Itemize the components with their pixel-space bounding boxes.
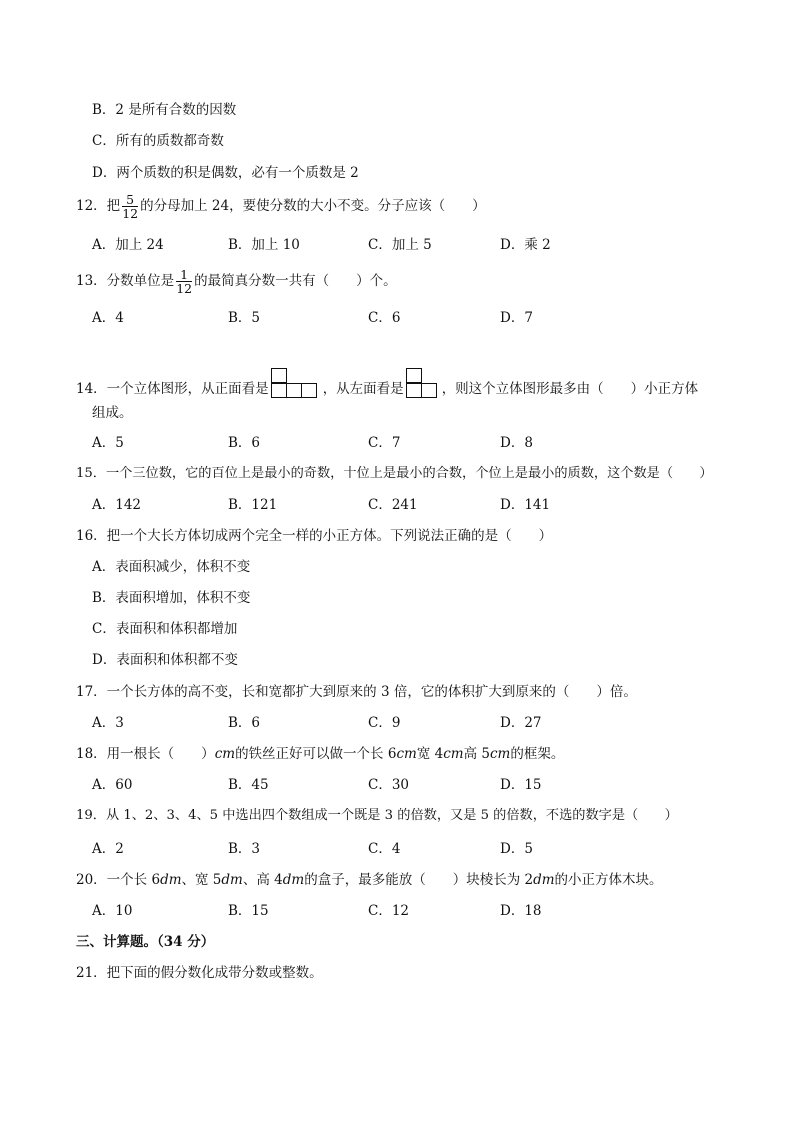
q19-stem: 19．从 1、2、3、4、5 中选出四个数组成一个既是 3 的倍数，又是 5 的倍数，不选的数字是（ ） xyxy=(76,808,678,823)
q20-option-c: C．12 xyxy=(368,903,410,919)
q14-option-a: A．5 xyxy=(92,435,124,451)
q17-stem: 17．一个长方体的高不变，长和宽都扩大到原来的 3 倍，它的体积扩大到原来的（ ）倍。 xyxy=(76,684,637,700)
q20-stem: 20．一个长 6dm、宽 5dm、高 4dm的盒子，最多能放（ ）块棱长为 2dm的小正方体木块。 xyxy=(76,872,663,888)
q18-option-a: A．60 xyxy=(92,777,133,793)
q20-option-a: A．10 xyxy=(92,903,133,919)
q11-option-d: D．两个质数的积是偶数，必有一个质数是 2 xyxy=(92,165,359,181)
q19-option-a: A．2 xyxy=(92,841,124,857)
q18-stem: 18．用一根长（ ）cm的铁丝正好可以做一个长 6cm宽 4cm高 5cm的框架。 xyxy=(76,746,565,762)
q12-option-c: C．加上 5 xyxy=(368,237,432,253)
q17-option-d: D．27 xyxy=(500,715,542,731)
q12-option-b: B．加上 10 xyxy=(228,237,300,253)
q14-option-c: C．7 xyxy=(368,435,401,451)
q11-option-c: C．所有的质数都奇数 xyxy=(92,133,224,149)
q16-option-d: D．表面积和体积都不变 xyxy=(92,652,238,668)
q15-option-c: C．241 xyxy=(368,497,418,513)
q13-option-b: B．5 xyxy=(228,310,261,326)
q12-stem: 12．把 $\frac{5}{12}$ 的分母加上 24，要使分数的大小不变。分子应该（ ） xyxy=(76,192,486,221)
q15-stem: 15．一个三位数，它的百位上是最小的奇数，十位上是最小的合数，个位上是最小的质数，这个数是（ ） xyxy=(76,466,713,481)
q16-option-b: B．表面积增加，体积不变 xyxy=(92,590,251,606)
q12-fraction: $\frac{5}{12}$ xyxy=(122,192,139,221)
q14-option-b: B．6 xyxy=(228,435,261,451)
q14-stem-continued: 组成。 xyxy=(92,405,133,421)
q16-stem: 16．把一个大长方体切成两个完全一样的小正方体。下列说法正确的是（ ） xyxy=(76,528,553,544)
q13-option-a: A．4 xyxy=(92,310,124,326)
q14-option-d: D．8 xyxy=(500,435,533,451)
q11-option-b: B．2 是所有合数的因数 xyxy=(92,102,237,118)
q13-option-d: D．7 xyxy=(500,310,533,326)
q18-option-b: B．45 xyxy=(228,777,269,793)
q18-option-c: C．30 xyxy=(368,777,410,793)
q13-stem: 13．分数单位是 $\frac{1}{12}$ 的最简真分数一共有（ ）个。 xyxy=(76,267,397,296)
q15-option-b: B．121 xyxy=(228,497,278,513)
q14-stem: 14．一个立体图形，从正面看是 ，从左面看是 ，则这个立体图形最多由（ ）小正方体 xyxy=(76,368,698,398)
q19-option-b: B．3 xyxy=(228,841,261,857)
left-view-figure xyxy=(406,368,440,400)
q15-option-a: A．142 xyxy=(92,497,142,513)
q17-option-b: B．6 xyxy=(228,715,261,731)
q12-option-d: D．乘 2 xyxy=(500,237,551,253)
q13-option-c: C．6 xyxy=(368,310,401,326)
q13-fraction: $\frac{1}{12}$ xyxy=(176,267,193,296)
q20-option-b: B．15 xyxy=(228,903,269,919)
q16-option-c: C．表面积和体积都增加 xyxy=(92,621,238,637)
q19-option-d: D．5 xyxy=(500,841,533,857)
q16-option-a: A．表面积减少，体积不变 xyxy=(92,559,251,575)
q19-option-c: C．4 xyxy=(368,841,401,857)
q17-option-c: C．9 xyxy=(368,715,401,731)
q21-stem: 21．把下面的假分数化成带分数或整数。 xyxy=(76,965,323,981)
q20-option-d: D．18 xyxy=(500,903,542,919)
q18-option-d: D．15 xyxy=(500,777,542,793)
q15-option-d: D．141 xyxy=(500,497,551,513)
front-view-figure xyxy=(271,368,321,400)
q12-option-a: A．加上 24 xyxy=(92,237,164,253)
section-heading: 三、计算题。（34 分） xyxy=(76,934,215,950)
q17-option-a: A．3 xyxy=(92,715,124,731)
